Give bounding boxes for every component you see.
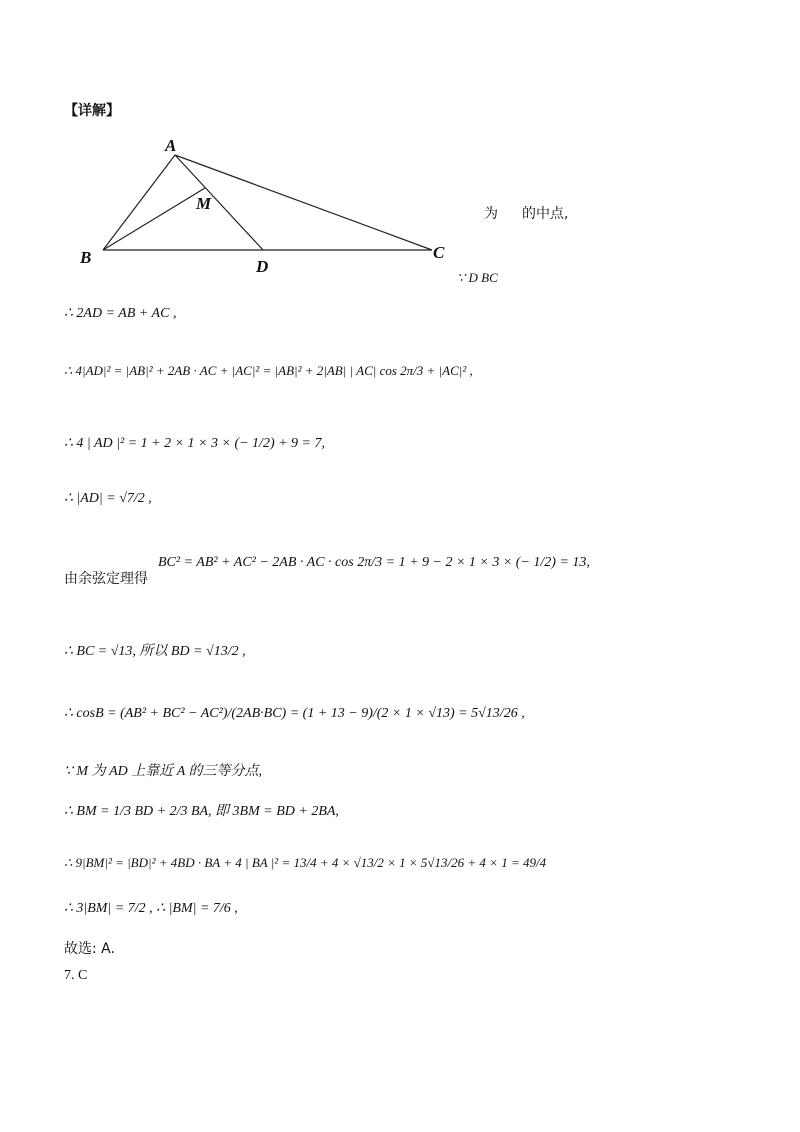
eq-line-11: ∴ 3|BM| = 7/2 , ∴ |BM| = 7/6 , — [64, 901, 238, 916]
eq-line-7: ∴ cosB = (AB² + BC² − AC²)/(2AB·BC) = (1 + 13 − 9)/(2 × 1 × √13) = 5√13/26 , — [64, 706, 525, 721]
side-note-midpoint: 的中点, — [522, 206, 569, 222]
label-D: D — [256, 257, 269, 275]
eq-line-1: ∴ 2AD = AB + AC , — [64, 306, 177, 321]
next-question: 7. C — [64, 968, 88, 983]
triangle-figure — [70, 130, 470, 275]
eq-line-8: ∵ M 为 AD 上靠近 A 的三等分点, — [64, 764, 263, 779]
eq-line-6: ∴ BC = √13, 所以 BD = √13/2 , — [64, 644, 246, 659]
answer-choice: 故选: A. — [64, 941, 115, 957]
eq-line-9: ∴ BM = 1/3 BD + 2/3 BA, 即 3BM = BD + 2BA, — [64, 804, 339, 819]
eq-line-4: ∴ |AD| = √7/2 , — [64, 491, 152, 506]
section-heading: 【详解】 — [64, 103, 120, 119]
label-A: A — [165, 136, 177, 155]
label-C: C — [433, 243, 445, 262]
law-of-cosines-text: 由余弦定理得 — [64, 571, 148, 587]
side-note-because: ∵ D BC — [457, 270, 498, 285]
side-note-wei: 为 — [484, 206, 498, 222]
eq-line-3: ∴ 4 | AD |² = 1 + 2 × 1 × 3 × (− 1/2) + 9 = 7, — [64, 436, 326, 451]
label-M: M — [196, 194, 212, 213]
eq-line-2: ∴ 4|AD|² = |AB|² + 2AB · AC + |AC|² = |AB|² + 2|AB| | AC| cos 2π/3 + |AC|² , — [64, 363, 473, 378]
label-B: B — [80, 248, 92, 267]
eq-line-5: BC² = AB² + AC² − 2AB · AC · cos 2π/3 = 1 + 9 − 2 × 1 × 3 × (− 1/2) = 13, — [158, 555, 590, 570]
eq-line-10: ∴ 9|BM|² = |BD|² + 4BD · BA + 4 | BA |² = 13/4 + 4 × √13/2 × 1 × 5√13/26 + 4 × 1 = 49/4 — [64, 855, 547, 870]
